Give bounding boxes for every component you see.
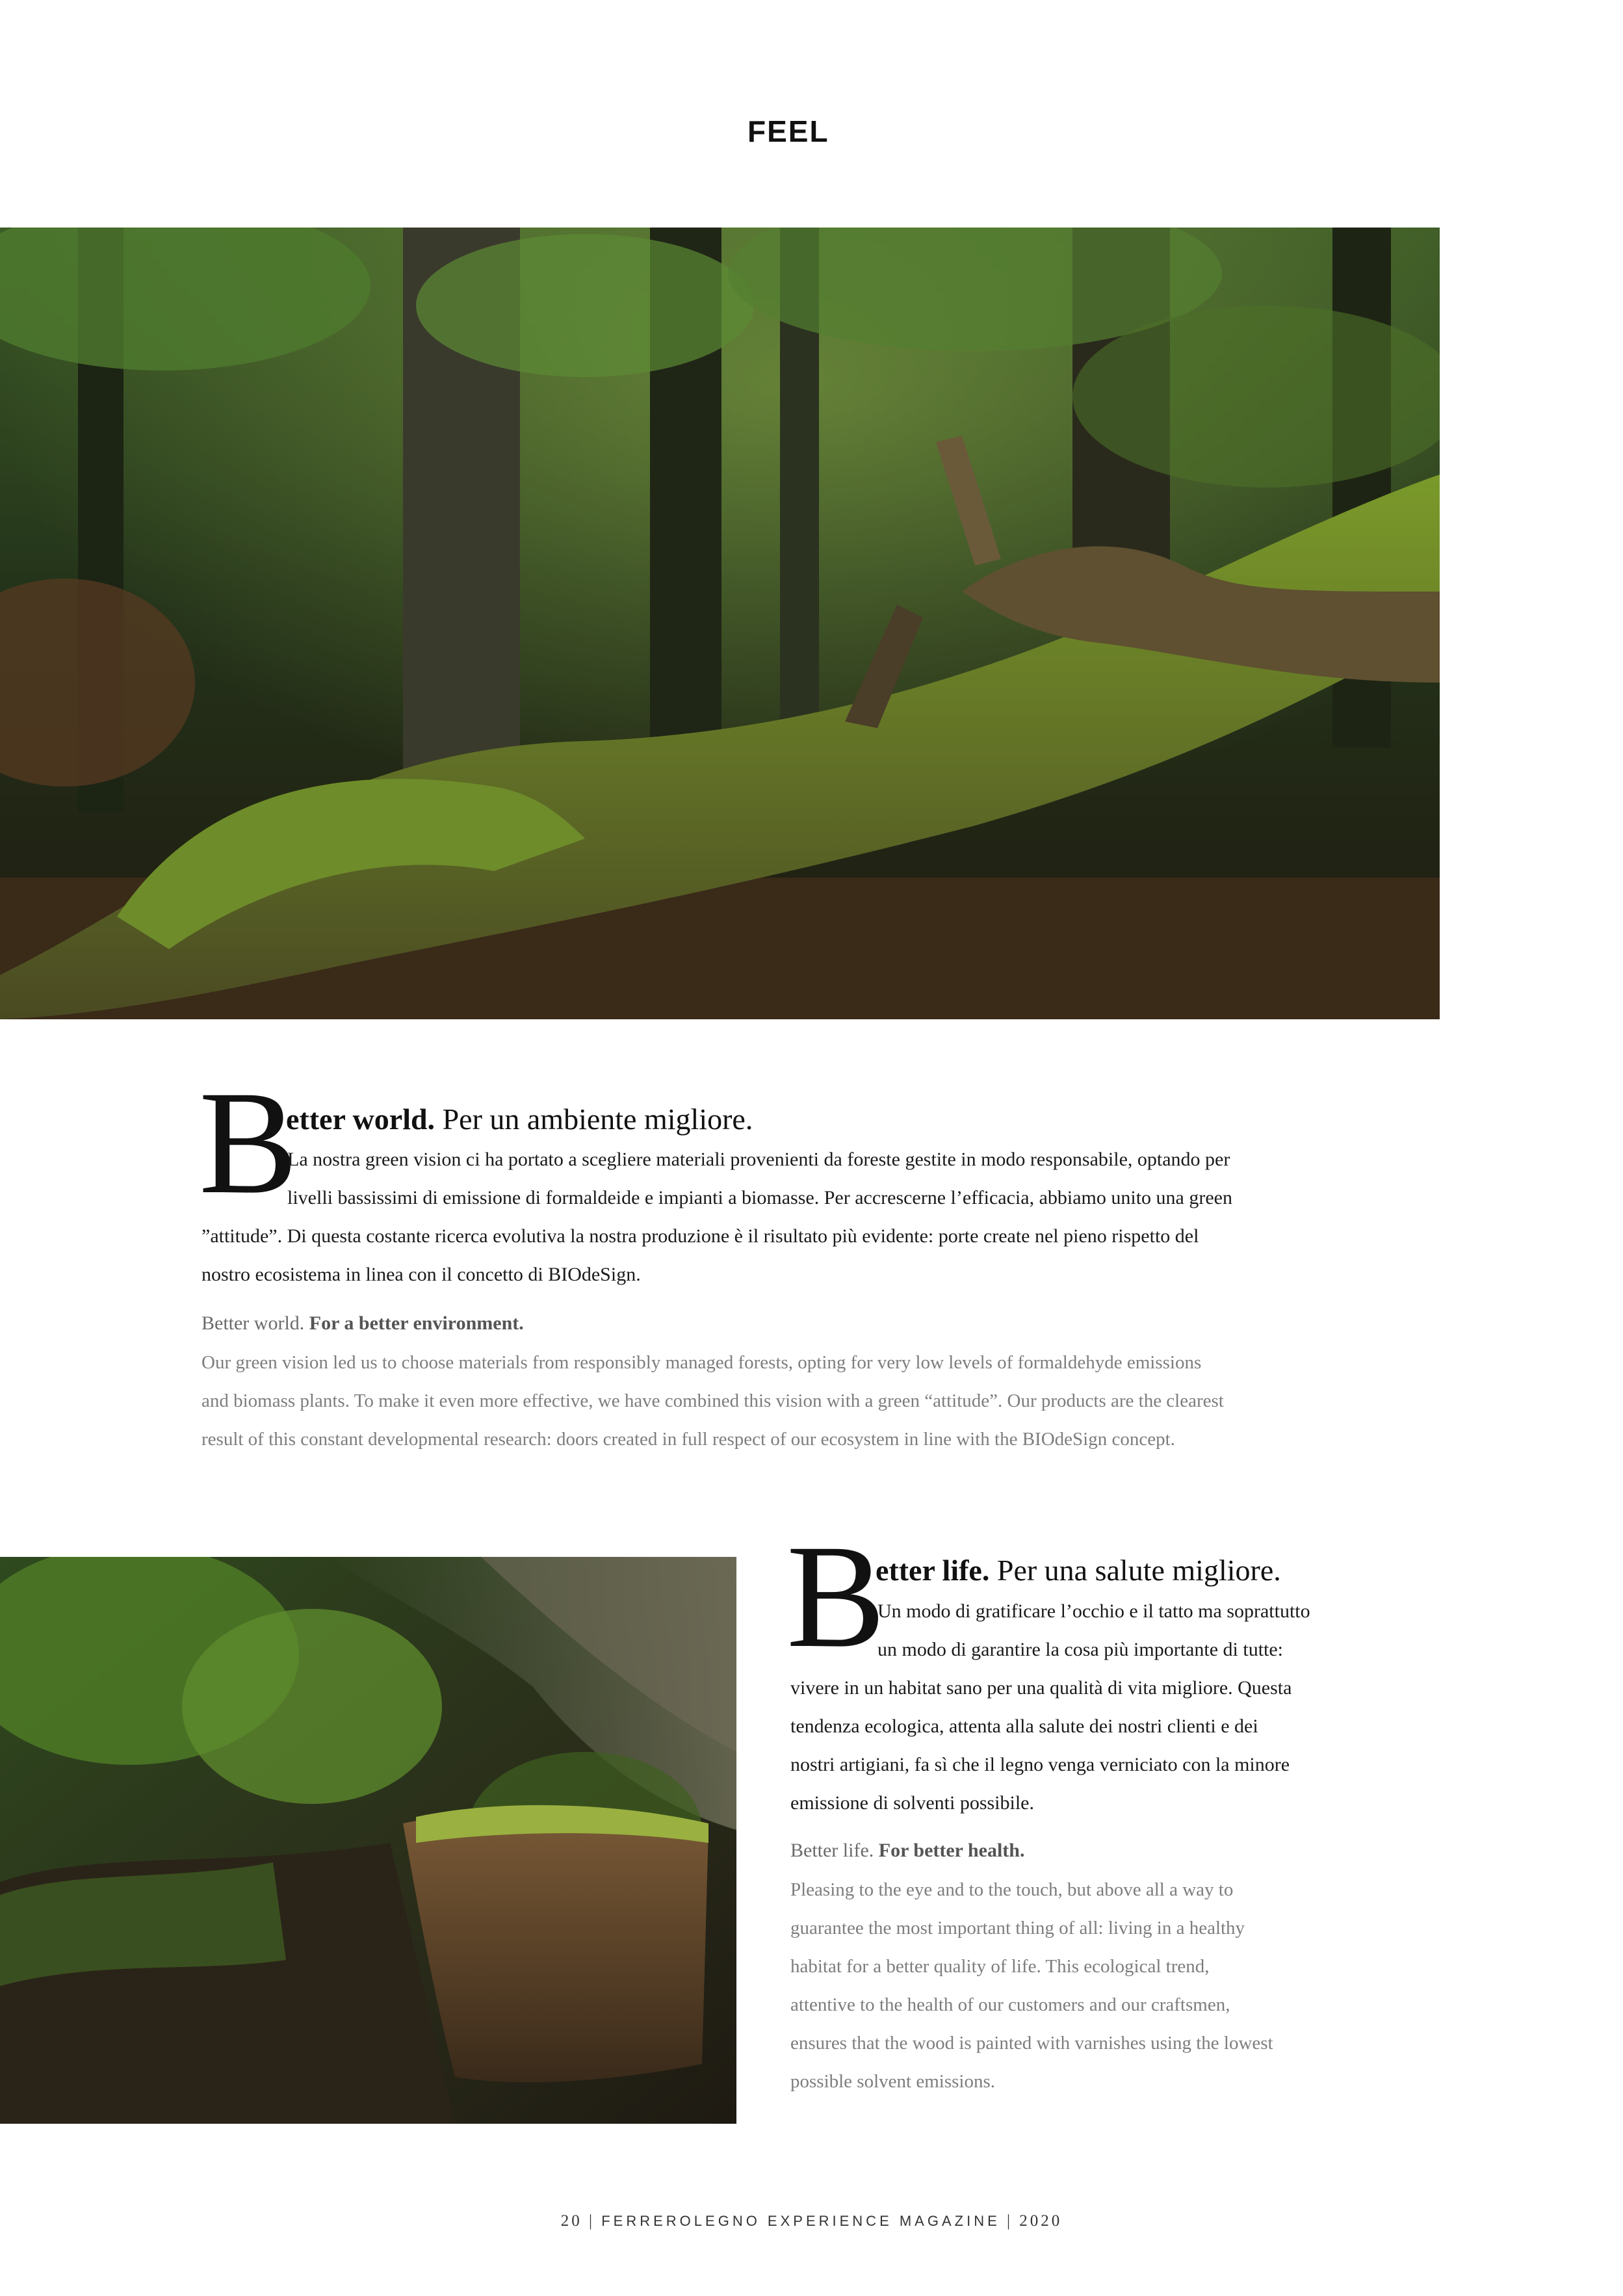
footer-separator: | bbox=[1000, 2212, 1020, 2230]
english-text-line: and biomass plants. To make it even more effective, we have combined this vision with a green “attitude”. Our products are the clearest bbox=[201, 1390, 1224, 1411]
headline-better-life bbox=[876, 1551, 1281, 1590]
italian-text-line: livelli bassissimi di emissione di formaldeide e impianti a biomasse. Per accrescerne l’efficacia, abbiamo unito una green bbox=[287, 1187, 1232, 1208]
italian-text-line: emissione di solventi possibile. bbox=[790, 1792, 1034, 1814]
brand-logo-feel: FEEL bbox=[747, 114, 829, 148]
magazine-name: FERREROLEGNO EXPERIENCE MAGAZINE bbox=[601, 2213, 1000, 2229]
forest-photo bbox=[0, 228, 1440, 1019]
english-text-line: result of this constant developmental research: doors created in full respect of our ecosystem in line with the BIOdeSign concept. bbox=[201, 1429, 1175, 1450]
italian-text-line: tendenza ecologica, attenta alla salute dei nostri clienti e dei bbox=[790, 1715, 1258, 1737]
english-heading-light: Better life. bbox=[790, 1840, 879, 1861]
headline-rest: Per un ambiente migliore. bbox=[435, 1102, 753, 1136]
dropcap-b-world: B bbox=[199, 1061, 298, 1225]
footer-separator: | bbox=[582, 2212, 602, 2230]
italian-text-line: un modo di garantire la cosa più importante di tutte: bbox=[877, 1639, 1284, 1660]
english-heading-bold: For better health. bbox=[878, 1840, 1025, 1861]
english-heading-bold: For a better environment. bbox=[309, 1312, 524, 1334]
english-text-line: Pleasing to the eye and to the touch, but above all a way to bbox=[790, 1879, 1234, 1900]
footer-year: 2020 bbox=[1019, 2212, 1063, 2230]
headline-bold: etter life. bbox=[876, 1554, 990, 1587]
english-text-line: ensures that the wood is painted with varnishes using the lowest bbox=[790, 2033, 1273, 2054]
italian-text-line: ”attitude”. Di questa costante ricerca evolutiva la nostra produzione è il risultato più evidente: porte create nel pieno rispetto del bbox=[201, 1225, 1199, 1247]
page-number: 20 bbox=[560, 2212, 582, 2230]
italian-text-line: nostri artigiani, fa sì che il legno venga verniciato con la minore bbox=[790, 1754, 1290, 1775]
headline-bold: etter world. bbox=[286, 1102, 435, 1136]
page-footer bbox=[0, 2212, 1623, 2230]
dropcap-b-life: B bbox=[786, 1515, 886, 1678]
italian-text-line: La nostra green vision ci ha portato a scegliere materiali provenienti da foreste gestite in modo responsabile, optando per bbox=[287, 1149, 1230, 1170]
english-text-line: Our green vision led us to choose materials from responsibly managed forests, opting for very low levels of formaldehyde emissions bbox=[201, 1352, 1202, 1373]
english-heading-better-life bbox=[790, 1838, 1024, 1864]
english-text-line: guarantee the most important thing of all: living in a healthy bbox=[790, 1918, 1245, 1938]
english-text-line: possible solvent emissions. bbox=[790, 2071, 995, 2092]
italian-text-line: nostro ecosistema in linea con il concetto di BIOdeSign. bbox=[201, 1264, 641, 1285]
english-text-line: attentive to the health of our customers and our craftsmen, bbox=[790, 1994, 1230, 2015]
italian-text-line: vivere in un habitat sano per una qualità di vita migliore. Questa bbox=[790, 1677, 1292, 1699]
english-text-line: habitat for a better quality of life. This ecological trend, bbox=[790, 1956, 1210, 1977]
english-heading-light: Better world. bbox=[201, 1312, 309, 1334]
cliff-photo bbox=[0, 1557, 736, 2124]
headline-better-world bbox=[286, 1100, 753, 1139]
english-heading-better-world bbox=[201, 1311, 524, 1337]
headline-rest: Per una salute migliore. bbox=[989, 1554, 1281, 1587]
italian-text-line: Un modo di gratificare l’occhio e il tatto ma soprattutto bbox=[877, 1600, 1310, 1622]
